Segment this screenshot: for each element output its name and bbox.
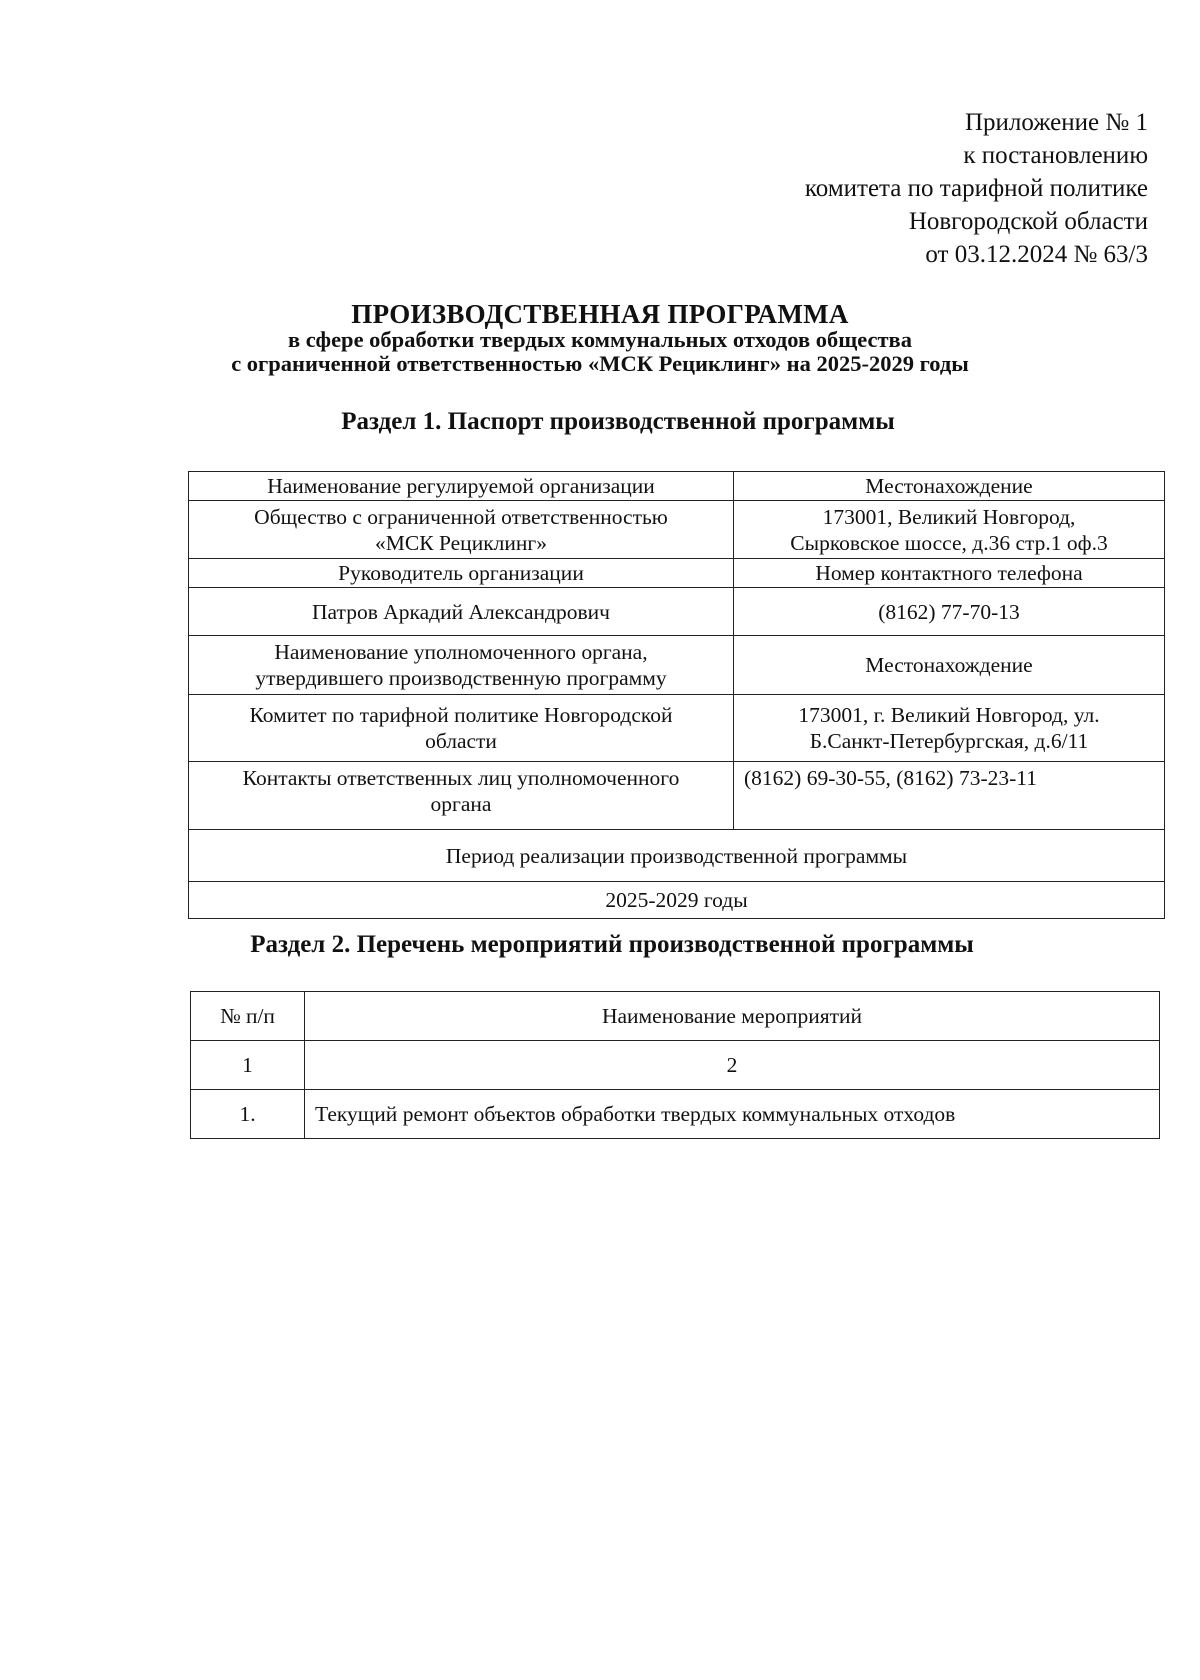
col-num-header: № п/п	[191, 992, 305, 1041]
table-row	[191, 1090, 1160, 1139]
document-title	[0, 300, 1200, 376]
authority-header-cell	[189, 636, 734, 695]
table-row	[189, 559, 1165, 588]
period-value: 2025-2029 годы	[189, 882, 1165, 919]
head-phone-cell: (8162) 77-70-13	[734, 588, 1165, 636]
event-name: Текущий ремонт объектов обработки твердых коммунальных отходов	[305, 1090, 1160, 1139]
table-row	[189, 636, 1165, 695]
title-subtitle-line: с ограниченной ответственностью «МСК Рециклинг» на 2025-2029 годы	[231, 351, 969, 376]
contacts-label-cell	[189, 762, 734, 830]
authority-name-line: Комитет по тарифной политике Новгородской	[249, 703, 673, 727]
head-name-cell: Патров Аркадий Александрович	[189, 588, 734, 636]
authority-name-line: области	[425, 729, 497, 753]
org-name-line: Общество с ограниченной ответственностью	[254, 504, 668, 529]
location-header: Местонахождение	[734, 472, 1165, 501]
period-header: Период реализации производственной программы	[189, 830, 1165, 882]
org-name-cell	[189, 501, 734, 559]
authority-location-header: Местонахождение	[734, 636, 1165, 695]
contacts-label-line: органа	[430, 792, 492, 816]
events-table	[190, 991, 1160, 1139]
appendix-line: комитета по тарифной политике	[804, 175, 1148, 202]
org-address-line: 173001, Великий Новгород,	[822, 504, 1076, 529]
table-row	[189, 588, 1165, 636]
authority-name-cell	[189, 695, 734, 762]
head-header: Руководитель организации	[189, 559, 734, 588]
col-name-header: Наименование мероприятий	[305, 992, 1160, 1041]
table-row	[191, 1041, 1160, 1090]
table-row	[189, 472, 1165, 501]
col-name-index: 2	[305, 1041, 1160, 1090]
table-row	[189, 830, 1165, 882]
authority-address-line: 173001, г. Великий Новгород, ул.	[798, 703, 1100, 727]
appendix-line: к постановлению	[963, 142, 1148, 169]
table-row	[189, 695, 1165, 762]
event-num: 1.	[191, 1090, 305, 1139]
authority-header-line: Наименование уполномоченного органа,	[274, 640, 648, 664]
appendix-line: Новгородской области	[908, 208, 1148, 235]
authority-address-line: Б.Санкт-Петербургская, д.6/11	[809, 729, 1089, 753]
org-name-header: Наименование регулируемой организации	[189, 472, 734, 501]
appendix-line: Приложение № 1	[964, 109, 1148, 136]
org-address-line: Сырковское шоссе, д.36 стр.1 оф.3	[790, 530, 1108, 555]
table-row	[189, 762, 1165, 830]
appendix-line: от 03.12.2024 № 63/3	[925, 241, 1148, 268]
title-subtitle-line: в сфере обработки твердых коммунальных отходов общества	[288, 327, 912, 352]
contacts-label-line: Контакты ответственных лиц уполномоченного	[242, 766, 680, 790]
table-row	[189, 501, 1165, 559]
phone-header: Номер контактного телефона	[734, 559, 1165, 588]
authority-address-cell	[734, 695, 1165, 762]
section1-heading: Раздел 1. Паспорт производственной программы	[341, 408, 895, 435]
appendix-note	[628, 106, 1148, 271]
table-row	[191, 992, 1160, 1041]
contacts-value-cell: (8162) 69-30-55, (8162) 73-23-11	[734, 762, 1165, 830]
org-name-line: «МСК Рециклинг»	[375, 530, 547, 555]
title-main: ПРОИЗВОДСТВЕННАЯ ПРОГРАММА	[351, 299, 849, 329]
authority-header-line: утвердившего производственную программу	[255, 666, 667, 690]
passport-table	[188, 471, 1165, 919]
section2-heading: Раздел 2. Перечень мероприятий производственной программы	[250, 931, 974, 958]
org-address-cell	[734, 501, 1165, 559]
table-row	[189, 882, 1165, 919]
col-num-index: 1	[191, 1041, 305, 1090]
